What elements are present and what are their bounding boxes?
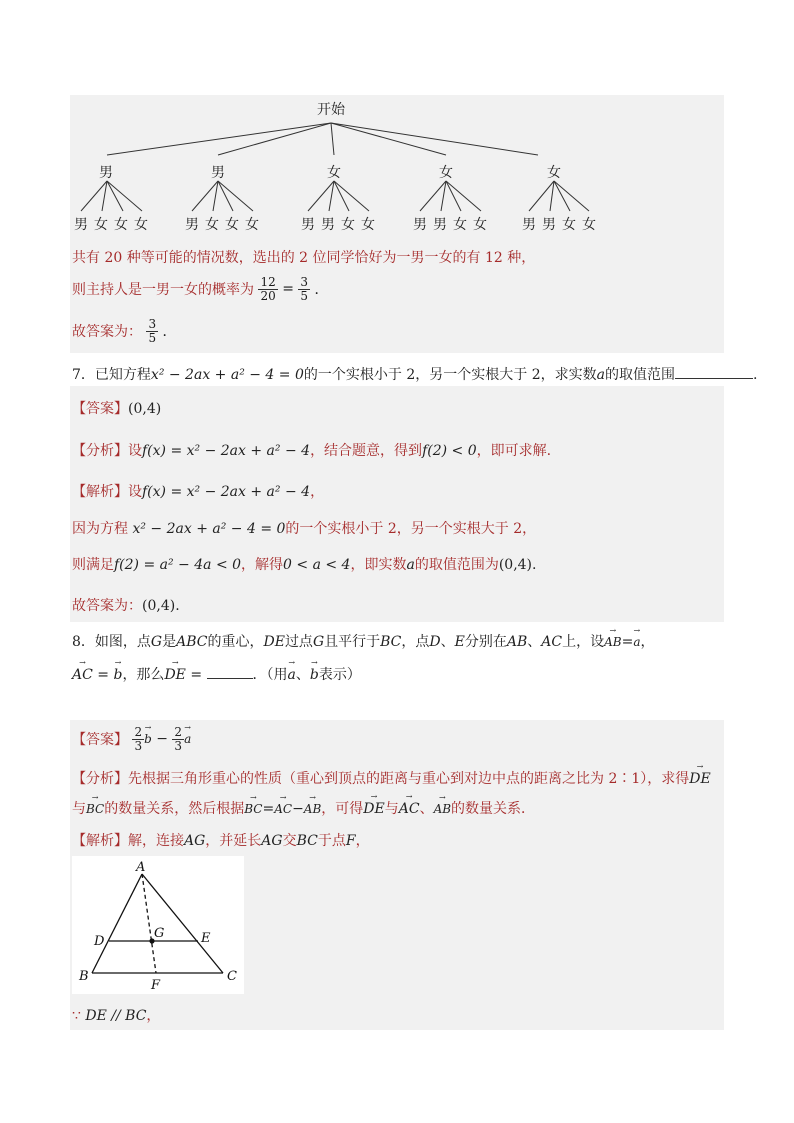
q7-line3-var: a bbox=[406, 557, 415, 573]
q8-eq-a: = bbox=[621, 634, 634, 650]
q6-answer-frac bbox=[146, 318, 158, 344]
q8-vec-DE: → DE bbox=[164, 667, 185, 683]
q8-vec-b2: → b bbox=[310, 667, 319, 683]
tree-l2-1-2: 女 bbox=[94, 217, 108, 233]
q7-line2 bbox=[72, 518, 536, 538]
tree-root: 开始 bbox=[317, 102, 345, 118]
q8-stem-k: 表示） bbox=[318, 667, 361, 683]
tree-l2-2-4: 女 bbox=[245, 217, 259, 233]
tree-l2-4-3: 女 bbox=[453, 217, 467, 233]
q8-G2: G bbox=[312, 634, 325, 650]
tree-l2-1-4: 女 bbox=[134, 217, 148, 233]
q7-stem-var: a bbox=[596, 367, 605, 383]
q7-answer-tag: 【答案】 bbox=[72, 401, 128, 417]
q8-stem-i: ，那么 bbox=[122, 667, 165, 683]
q7-line2-a: 因为方程 bbox=[72, 521, 128, 537]
q8-solution-AG2: AG bbox=[261, 833, 283, 849]
q8-vec-AB: → AB bbox=[604, 635, 621, 649]
q8-BC: BC bbox=[380, 634, 402, 650]
q8-dun3: 、 bbox=[295, 667, 310, 683]
q8-AB: AB bbox=[506, 634, 528, 650]
q8-vec-a2: → a bbox=[288, 667, 296, 683]
q8-analysis-f: 的数量关系． bbox=[451, 801, 536, 817]
q8-analysis-DE: → DE bbox=[689, 771, 710, 787]
q8-ans-minus: − bbox=[156, 731, 168, 748]
q8-analysis-b: 与 bbox=[72, 801, 86, 817]
q8-analysis-tag: 【分析】 bbox=[72, 771, 128, 787]
q7-analysis-tag: 【分析】 bbox=[72, 443, 128, 459]
q8-solution-F: F bbox=[345, 833, 356, 849]
q8-solution-a: 解，连接 bbox=[128, 833, 184, 849]
tree-l2-5-1: 男 bbox=[522, 217, 536, 233]
q8-stem-a: 8．如图，点 bbox=[72, 634, 151, 650]
q7-stem-end: 的取值范围 bbox=[604, 367, 675, 383]
q7-solution-b: ， bbox=[310, 484, 325, 500]
q7-analysis-f: f(x) = x² − 2ax + a² − 4 bbox=[142, 443, 311, 459]
q7-line3-e: . bbox=[532, 557, 537, 573]
q8-because bbox=[72, 1005, 160, 1025]
tree-l1-5: 女 bbox=[547, 165, 561, 181]
label-B: B bbox=[79, 969, 89, 984]
q7-answer-value: (0,4) bbox=[128, 401, 162, 417]
tree-l2-3-4: 女 bbox=[361, 217, 375, 233]
q8-ans-d2: 3 bbox=[174, 738, 183, 753]
q8-analysis-line2 bbox=[72, 798, 535, 818]
q6-frac2-num: 3 bbox=[300, 275, 309, 289]
q7-stem-num: 7．已知方程 bbox=[72, 367, 151, 383]
q6-answer bbox=[72, 318, 177, 344]
label-A: A bbox=[136, 860, 146, 875]
tree-l2-4-2: 男 bbox=[433, 217, 447, 233]
tree-l2-3-1: 男 bbox=[301, 217, 315, 233]
q8-eq-c: = bbox=[190, 667, 203, 683]
q8-vec-AC: → AC bbox=[72, 667, 93, 683]
q8-ans-b: → b bbox=[144, 732, 152, 746]
q7-line2-b: 的一个实根小于 2，另一个实根大于 2， bbox=[285, 521, 537, 537]
q8-answer-blank[interactable] bbox=[207, 678, 253, 679]
q7-solution-a: 设 bbox=[128, 484, 142, 500]
q8-D: D bbox=[429, 634, 441, 650]
q8-stem-e: 且平行于 bbox=[324, 634, 381, 650]
q7-line3-eq: f(2) = a² − 4a < 0 bbox=[114, 557, 242, 573]
q8-solution-e: ， bbox=[355, 833, 370, 849]
q7-line3-c: ，即实数 bbox=[350, 557, 407, 573]
q8-vec-b: → b bbox=[113, 667, 122, 683]
q8-analysis-e: 、 bbox=[419, 801, 434, 817]
q7-stem-eq: x² − 2ax + a² − 4 = 0 bbox=[150, 367, 304, 383]
q8-analysis-BC: → BC bbox=[86, 802, 104, 816]
label-G: G bbox=[154, 926, 165, 941]
tree-l2-1-3: 女 bbox=[114, 217, 128, 233]
q8-ans-n1: 2 bbox=[134, 725, 143, 739]
q8-solution-line1 bbox=[72, 830, 370, 850]
q7-final-b: (0,4). bbox=[142, 598, 180, 614]
q8-because-symbol: ∵ bbox=[72, 1008, 81, 1024]
tree-l1-4: 女 bbox=[439, 165, 453, 181]
q8-analysis-AC: → AC bbox=[274, 802, 292, 816]
q8-analysis-BC2: → BC bbox=[244, 802, 262, 816]
solution-block-q7 bbox=[70, 386, 724, 622]
q8-solution-d: 于点 bbox=[317, 833, 346, 849]
tree-l2-2-3: 女 bbox=[225, 217, 239, 233]
q8-E: E bbox=[454, 634, 465, 650]
label-C: C bbox=[227, 969, 237, 984]
q8-analysis-DE2: → DE bbox=[363, 801, 384, 817]
q8-stem-g: 分别在 bbox=[464, 634, 507, 650]
label-D: D bbox=[94, 934, 105, 949]
q8-analysis-AC2: → AC bbox=[399, 801, 420, 817]
q8-because-end: ， bbox=[146, 1008, 161, 1024]
q7-line3-ineq: 0 < a < 4 bbox=[283, 557, 351, 573]
tree-l2-4-1: 男 bbox=[413, 217, 427, 233]
q6-eq: = bbox=[282, 281, 294, 298]
tree-diagram bbox=[70, 95, 724, 240]
q8-G: G bbox=[150, 634, 163, 650]
q8-DE: DE bbox=[263, 634, 285, 650]
q6-frac1-den: 20 bbox=[260, 288, 276, 303]
q7-final bbox=[72, 595, 180, 615]
label-E: E bbox=[201, 931, 211, 946]
q7-line3-a: 则满足 bbox=[72, 557, 114, 573]
q8-analysis-AB2: → AB bbox=[434, 802, 451, 816]
q6-answer-num: 3 bbox=[148, 317, 157, 331]
q6-answer-suffix: ． bbox=[162, 324, 177, 341]
q8-analysis-AB: → AB bbox=[304, 802, 321, 816]
q8-AC: AC bbox=[541, 634, 563, 650]
q6-frac1-num: 12 bbox=[260, 275, 276, 289]
q6-frac2-den: 5 bbox=[300, 288, 309, 303]
q8-analysis-a: 先根据三角形重心的性质（重心到顶点的距离与重心到对边中点的距离之比为 2∶1），求得 bbox=[128, 771, 690, 787]
tree-l2-5-4: 女 bbox=[582, 217, 596, 233]
tree-l2-3-2: 男 bbox=[321, 217, 335, 233]
q7-line3-b: ，解得 bbox=[241, 557, 284, 573]
q8-dun: 、 bbox=[440, 634, 455, 650]
q6-frac1 bbox=[258, 276, 277, 302]
q6-line2-suffix: ． bbox=[314, 282, 329, 299]
q6-line2-prefix: 则主持人是一男一女的概率为 bbox=[72, 282, 254, 299]
q8-answer-tag: 【答案】 bbox=[72, 732, 128, 749]
q8-answer bbox=[72, 726, 191, 752]
tree-l2-5-3: 女 bbox=[562, 217, 576, 233]
tree-l2-2-1: 男 bbox=[185, 217, 199, 233]
q7-answer bbox=[72, 398, 161, 418]
q7-analysis-cond: f(2) < 0 bbox=[422, 443, 477, 459]
q7-analysis-a: 设 bbox=[128, 443, 142, 459]
q8-analysis-eq: = bbox=[262, 801, 275, 817]
q7-solution-f: f(x) = x² − 2ax + a² − 4 bbox=[142, 484, 311, 500]
q8-stem-line2 bbox=[72, 664, 361, 684]
q8-answer-frac1 bbox=[132, 726, 144, 752]
q7-solution bbox=[72, 481, 324, 501]
q8-solution-AG: AG bbox=[184, 833, 206, 849]
tree-l2-4-4: 女 bbox=[473, 217, 487, 233]
q8-ans-a: → a bbox=[184, 732, 191, 746]
q7-final-a: 故答案为： bbox=[72, 598, 142, 614]
tree-l1-3: 女 bbox=[327, 165, 341, 181]
tree-l1-2: 男 bbox=[211, 165, 225, 181]
q8-comma: ， bbox=[640, 634, 655, 650]
q7-answer-blank[interactable] bbox=[675, 378, 753, 379]
label-F: F bbox=[151, 978, 161, 993]
q6-line2 bbox=[72, 276, 328, 302]
q8-dun2: 、 bbox=[527, 634, 542, 650]
q8-answer-frac2 bbox=[172, 726, 184, 752]
q8-analysis-c: 的数量关系，然后根据 bbox=[104, 801, 245, 817]
q6-answer-den: 5 bbox=[148, 330, 157, 345]
q7-line3-d: 的取值范围为 bbox=[414, 557, 499, 573]
q8-solution-BC: BC bbox=[296, 833, 318, 849]
q7-line3 bbox=[72, 554, 536, 574]
q8-analysis-minus: − bbox=[292, 801, 304, 817]
tree-l1-1: 男 bbox=[99, 165, 113, 181]
q8-stem-f: ，点 bbox=[401, 634, 430, 650]
q8-analysis-b2: 与 bbox=[384, 801, 399, 817]
q8-analysis-line1 bbox=[72, 768, 711, 788]
q7-analysis bbox=[72, 440, 551, 460]
q8-stem-j: ．（用 bbox=[252, 667, 288, 683]
q8-ans-d1: 3 bbox=[134, 738, 143, 753]
tree-l2-1-1: 男 bbox=[74, 217, 88, 233]
tree-l2-3-3: 女 bbox=[341, 217, 355, 233]
q7-analysis-b: ，结合题意，得到 bbox=[310, 443, 423, 459]
q7-stem-period: . bbox=[752, 367, 758, 383]
q8-ABC: ABC bbox=[176, 634, 208, 650]
triangle-figure bbox=[72, 856, 244, 994]
q8-solution-tag: 【解析】 bbox=[72, 833, 128, 849]
q8-stem-h: 上，设 bbox=[562, 634, 605, 650]
q7-stem-mid: 的一个实根小于 2，另一个实根大于 2，求实数 bbox=[303, 367, 597, 383]
tree-l2-2-2: 女 bbox=[205, 217, 219, 233]
q8-ans-n2: 2 bbox=[174, 725, 183, 739]
q7-line2-eq: x² − 2ax + a² − 4 = 0 bbox=[132, 521, 286, 537]
q8-stem-c: 的重心， bbox=[207, 634, 264, 650]
q7-analysis-c: ，即可求解. bbox=[476, 443, 552, 459]
q8-stem-d: 过点 bbox=[284, 634, 313, 650]
q6-answer-prefix: 故答案为： bbox=[72, 324, 142, 341]
q8-stem-line1 bbox=[72, 631, 654, 651]
q6-frac2 bbox=[298, 276, 310, 302]
q8-solution-c: 交 bbox=[282, 833, 297, 849]
q8-vec-a: → a bbox=[633, 635, 640, 649]
tree-l2-5-2: 男 bbox=[542, 217, 556, 233]
q7-solution-tag: 【解析】 bbox=[72, 484, 128, 500]
q8-eq-b: = bbox=[97, 667, 110, 683]
q7-stem bbox=[72, 364, 757, 384]
q6-line1: 共有 20 种等可能的情况数，选出的 2 位同学恰好为一男一女的有 12 种， bbox=[72, 250, 536, 266]
side-AB bbox=[92, 874, 142, 973]
q8-because-text: DE // BC bbox=[85, 1008, 147, 1024]
q7-line3-range: (0,4) bbox=[498, 557, 533, 573]
q8-solution-b: ，并延长 bbox=[205, 833, 262, 849]
q8-analysis-d: ，可得 bbox=[321, 801, 364, 817]
q8-stem-b: 是 bbox=[162, 634, 177, 650]
